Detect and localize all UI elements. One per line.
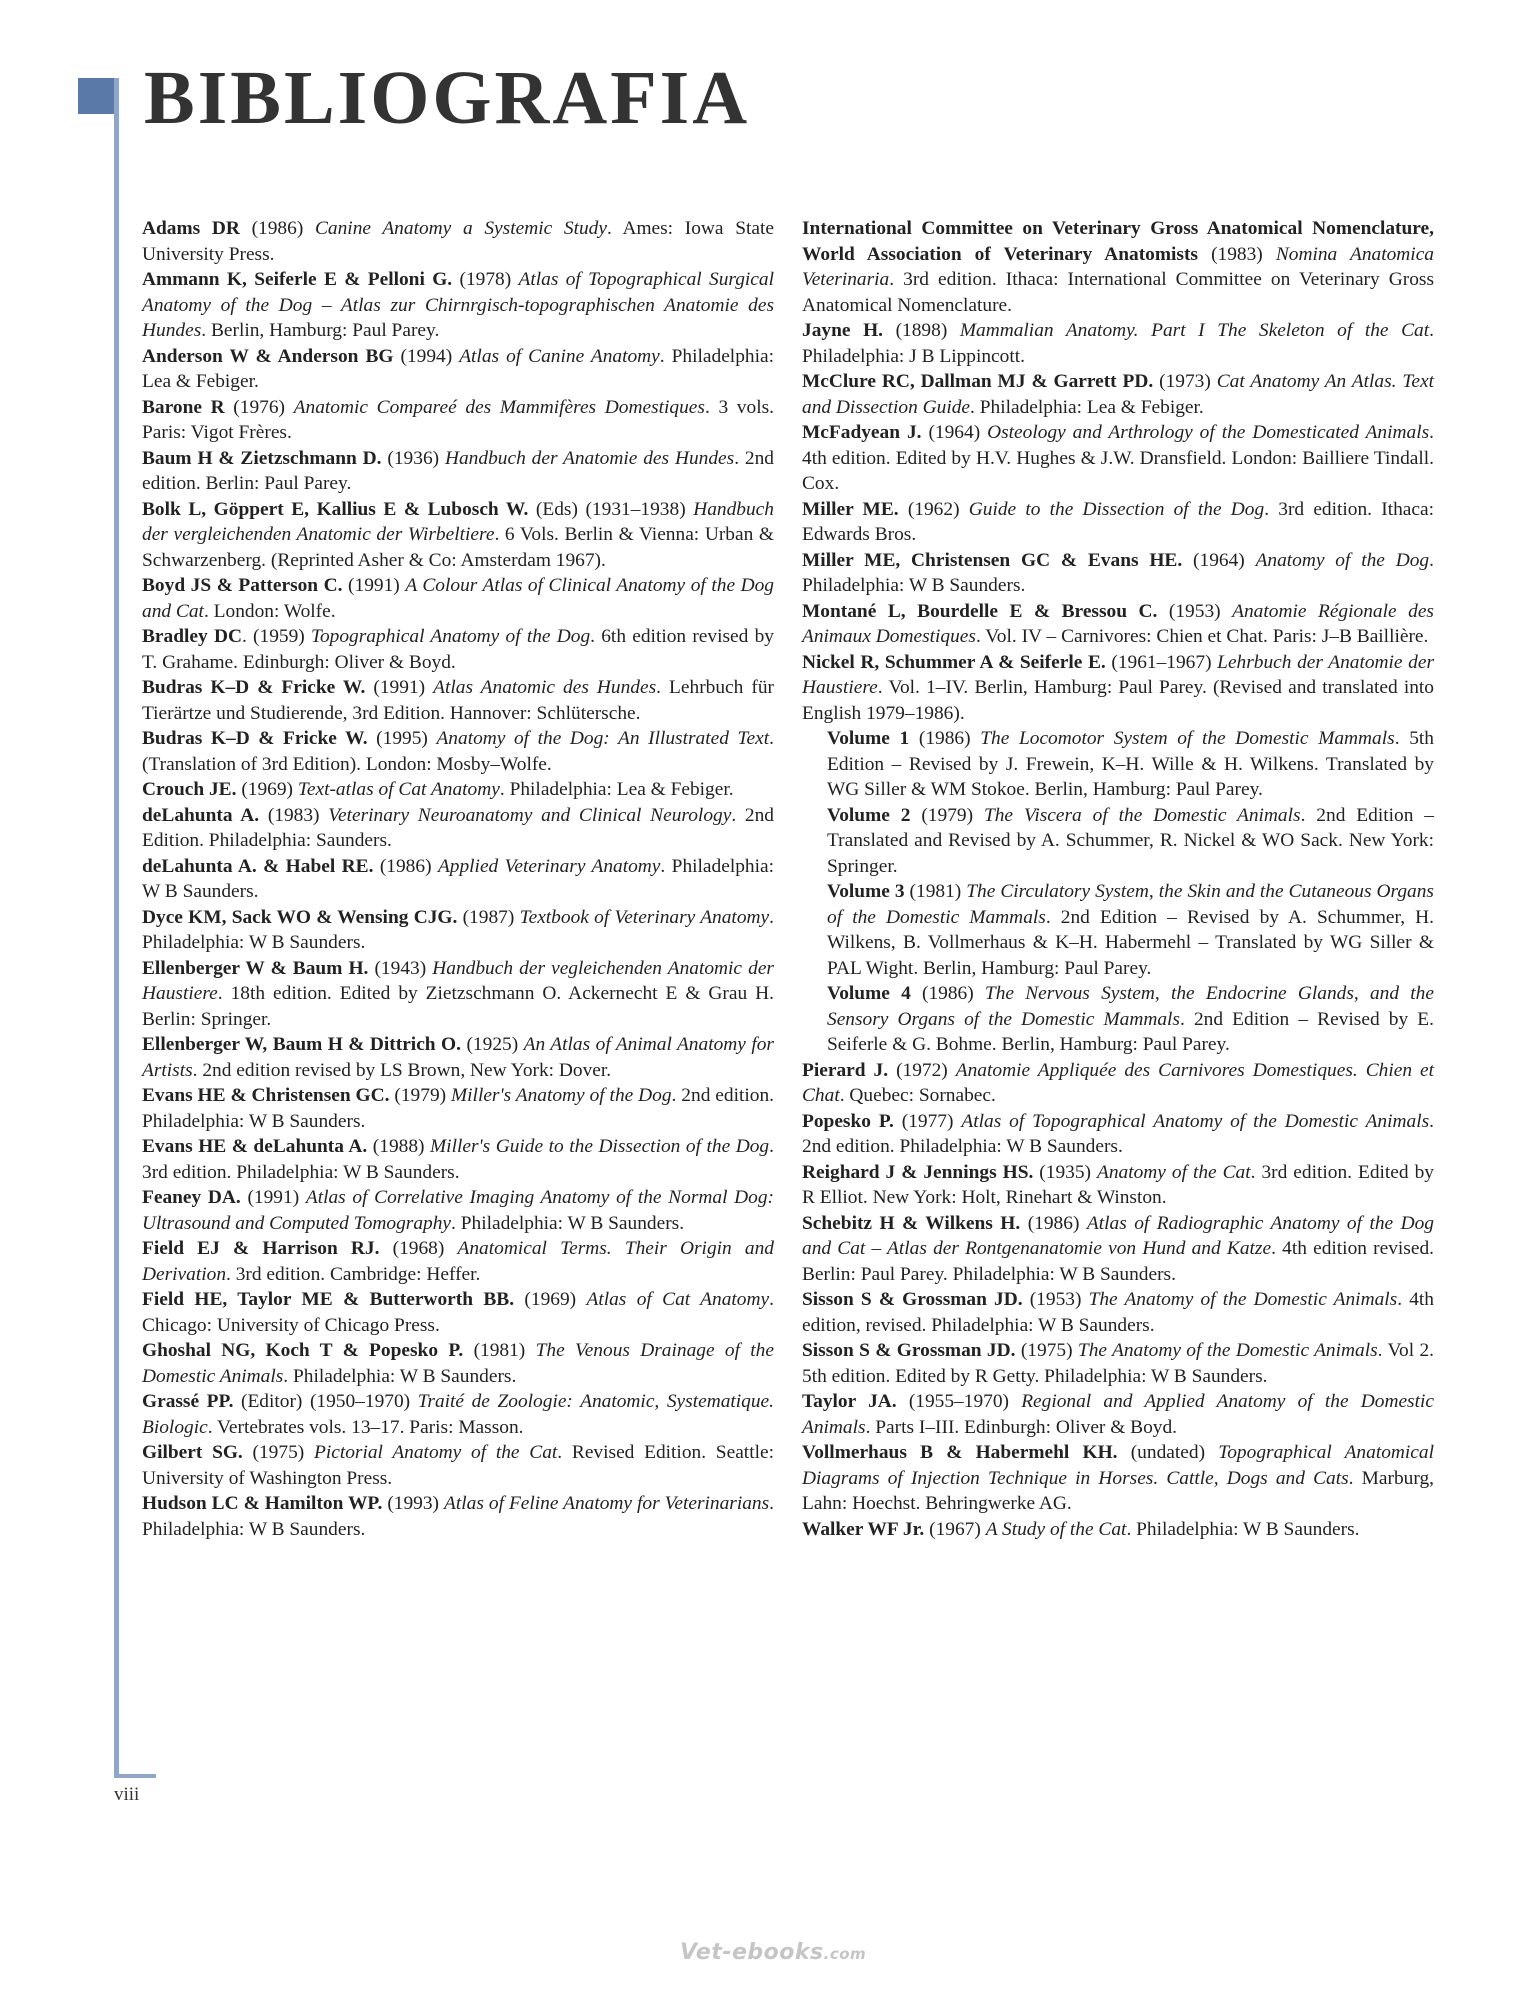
entry-title: Atlas of Correlative Imaging Anatomy of the Normal Dog: Ultrasound and Computed Tomography	[142, 1187, 774, 1234]
entry-publisher: . 3 vols. Paris: Vigot Frères.	[142, 396, 774, 443]
entry-year: (1972)	[888, 1059, 956, 1081]
entry-publisher: . 2nd Edition. Philadelphia: Saunders.	[142, 804, 774, 851]
entry-author: Walker WF Jr.	[802, 1518, 925, 1540]
entry-title: Atlas Anatomic des Hundes	[433, 677, 657, 698]
entry-publisher: . 18th edition. Edited by Zietzschmann O. Ackernecht E & Grau H. Berlin: Springer.	[142, 983, 774, 1030]
entry-author: Grassé PP.	[142, 1391, 234, 1412]
entry-publisher: . Ames: Iowa State University Press.	[142, 218, 774, 265]
entry-publisher: . Vol. 1–IV. Berlin, Hamburg: Paul Parey. (Revised and translated into English 1979–1986).	[802, 677, 1434, 724]
entry-title: Atlas of Radiographic Anatomy of the Dog and Cat – Atlas der Rontgenanatomie von Hund and Katze	[802, 1212, 1434, 1259]
entry-publisher: . Philadelphia: J B Lippincott.	[802, 320, 1434, 367]
entry-author: Evans HE & deLahunta A.	[142, 1136, 368, 1157]
entry-year: (1991)	[365, 677, 434, 698]
bibliography-entry	[142, 1236, 774, 1287]
bibliography-entry	[142, 1389, 774, 1440]
bibliography-column-left	[142, 216, 774, 1542]
entry-author: Nickel R, Schummer A & Seiferle E.	[802, 651, 1106, 673]
watermark-suffix: .com	[823, 1945, 867, 1963]
bibliography-entry	[802, 1440, 1434, 1517]
bibliography-entry	[142, 267, 774, 344]
entry-year: (1953)	[1022, 1289, 1089, 1310]
entry-publisher: . 4th edition revised. Berlin: Paul Parey. Philadelphia: W B Saunders.	[802, 1238, 1434, 1285]
entry-publisher: . Quebec: Sornabec.	[839, 1085, 996, 1106]
entry-author: Jayne H.	[802, 320, 883, 341]
bibliography-entry	[142, 1440, 774, 1491]
entry-author: Gilbert SG.	[142, 1442, 243, 1463]
entry-year: (1988)	[367, 1136, 431, 1157]
entry-title: The Venous Drainage of the Domestic Animals	[142, 1340, 774, 1387]
entry-title: Nomina Anatomica Veterinaria	[802, 243, 1434, 290]
entry-title: Anatomy of the Dog	[1255, 549, 1430, 571]
entry-title: Lehrbuch der Anatomie der Haustiere	[802, 651, 1435, 698]
entry-publisher: . Revised Edition. Seattle: University of Washington Press.	[142, 1442, 774, 1489]
entry-title: Canine Anatomy a Systemic Study	[314, 218, 607, 239]
header-accent-block	[78, 78, 118, 114]
entry-author: Sisson S & Grossman JD.	[802, 1340, 1016, 1361]
entry-year: . (1959)	[241, 626, 311, 647]
entry-publisher: . Philadelphia: Lea & Febiger.	[142, 345, 774, 392]
entry-author: McClure RC, Dallman MJ & Garrett PD.	[802, 371, 1154, 392]
entry-publisher: . 2nd edition. Philadelphia: W B Saunders.	[142, 1085, 774, 1132]
entry-title: Atlas of Topographical Surgical Anatomy of the Dog – Atlas zur Chirnrgisch-topographischen Anatomie des Hundes	[142, 269, 774, 341]
bibliography-entry	[142, 1287, 774, 1338]
entry-title: Topographical Anatomy of the Dog	[310, 626, 591, 647]
entry-author: Bolk L, Göppert E, Kallius E & Lubosch W.	[142, 498, 529, 520]
entry-author: Sisson S & Grossman JD.	[802, 1289, 1023, 1310]
entry-author: Pierard J.	[802, 1059, 889, 1081]
entry-author: Miller ME.	[802, 498, 899, 520]
bibliography-entry	[802, 420, 1434, 497]
entry-title: Applied Veterinary Anatomy	[437, 855, 661, 877]
entry-publisher: . Berlin, Hamburg: Paul Parey.	[201, 320, 440, 341]
entry-author: Field EJ & Harrison RJ.	[142, 1238, 380, 1259]
entry-title: Atlas of Cat Anatomy	[586, 1289, 770, 1310]
bibliography-entry	[142, 726, 774, 777]
entry-publisher: . Parts I–III. Edinburgh: Oliver & Boyd.	[865, 1416, 1178, 1438]
entry-year: (1993)	[382, 1493, 445, 1514]
entry-author: Miller ME, Christensen GC & Evans HE.	[802, 549, 1183, 571]
entry-year: (1976)	[224, 396, 294, 418]
entry-publisher: . 2nd Edition – Translated and Revised by A. Schummer, R. Nickel & WO Sack. New York: Springer.	[827, 804, 1434, 877]
entry-title: Anatomy of the Cat	[1096, 1161, 1251, 1183]
bibliography-entry	[802, 803, 1434, 880]
entry-publisher: . Philadelphia: W B Saunders.	[1126, 1518, 1360, 1540]
entry-author: McFadyean J.	[802, 422, 922, 443]
entry-title: The Locomotor System of the Domestic Mammals	[980, 728, 1395, 749]
watermark-logo	[680, 1940, 866, 1965]
bibliography-entry	[802, 879, 1434, 981]
bibliography-entry	[802, 1389, 1434, 1440]
entry-publisher: . 2nd edition revised by LS Brown, New York: Dover.	[192, 1059, 612, 1081]
entry-year: (1981)	[904, 881, 967, 902]
entry-year: (1969)	[514, 1289, 587, 1310]
entry-title: Handbuch der vergleichenden Anatomic der Wirbeltiere	[142, 498, 774, 545]
entry-title: Cat Anatomy An Atlas. Text and Dissection Guide	[802, 371, 1434, 418]
bibliography-entry	[142, 1083, 774, 1134]
entry-publisher: . Marburg, Lahn: Hoechst. Behringwerke AG.	[802, 1467, 1435, 1514]
entry-author: Budras K–D & Fricke W.	[142, 728, 368, 749]
entry-author: Volume 2	[827, 804, 911, 826]
entry-author: Baum H & Zietzschmann D.	[142, 447, 382, 469]
entry-title: Anatomical Terms. Their Origin and Derivation	[142, 1238, 774, 1285]
watermark-text: Vet-ebooks	[680, 1940, 824, 1965]
bibliography-entry	[142, 395, 774, 446]
entry-year: (1969)	[236, 779, 298, 800]
entry-title: Mammalian Anatomy. Part I The Skeleton of the Cat	[959, 320, 1430, 341]
entry-year: (Editor) (1950–1970)	[233, 1391, 418, 1412]
margin-rule	[114, 78, 119, 1778]
entry-publisher: . 2nd edition. Philadelphia: W B Saunders.	[802, 1110, 1434, 1157]
entry-author: Ellenberger W & Baum H.	[142, 957, 369, 979]
entry-title: Guide to the Dissection of the Dog	[968, 498, 1265, 520]
entry-year: (1979)	[910, 804, 984, 826]
entry-title: Miller's Anatomy of the Dog	[451, 1085, 672, 1106]
entry-year: (1943)	[368, 957, 433, 979]
bibliography-entry	[142, 624, 774, 675]
entry-title: The Circulatory System, the Skin and the Cutaneous Organs of the Domestic Mammals	[827, 881, 1434, 928]
entry-author: Taylor JA.	[802, 1391, 897, 1412]
entry-title: Anatomie Régionale des Animaux Domestiques	[802, 600, 1434, 647]
entry-author: Bradley DC	[142, 626, 242, 647]
entry-author: Volume 3	[827, 881, 905, 902]
entry-publisher: . 3rd edition. Ithaca: Edwards Bros.	[802, 498, 1434, 545]
entry-author: Crouch JE.	[142, 779, 237, 800]
entry-title: Anatomic Compareé des Mammifères Domestiques	[293, 396, 705, 418]
entry-title: Text-atlas of Cat Anatomy	[297, 779, 500, 800]
entry-publisher: . London: Wolfe.	[203, 600, 336, 622]
bibliography-entry	[142, 777, 774, 803]
entry-year: (1975)	[242, 1442, 314, 1463]
entry-title: Atlas of Feline Anatomy for Veterinarians	[444, 1493, 770, 1514]
entry-year: (undated)	[1117, 1442, 1219, 1463]
entry-year: (1968)	[379, 1238, 458, 1259]
entry-publisher: . 6th edition revised by T. Grahame. Edinburgh: Oliver & Boyd.	[142, 626, 774, 673]
bibliography-entry	[802, 1517, 1434, 1543]
entry-publisher: . 4th edition, revised. Philadelphia: W B Saunders.	[802, 1289, 1434, 1336]
entry-author: Popesko P.	[802, 1110, 894, 1132]
entry-publisher: . (Translation of 3rd Edition). London: Mosby–Wolfe.	[142, 728, 774, 775]
bibliography-entry	[142, 216, 774, 267]
entry-publisher: . Philadelphia: Lea & Febiger.	[970, 396, 1204, 418]
entry-year: (1975)	[1015, 1340, 1078, 1361]
entry-author: Ellenberger W, Baum H & Dittrich O.	[142, 1034, 461, 1055]
entry-publisher: . 2nd edition. Berlin: Paul Parey.	[142, 447, 774, 494]
bibliography-entry	[802, 1058, 1434, 1109]
bibliography-entry	[802, 369, 1434, 420]
entry-author: Feaney DA.	[142, 1187, 241, 1208]
bibliography-entry	[142, 1338, 774, 1389]
entry-year: (1964)	[1182, 549, 1256, 571]
bibliography-entry	[802, 650, 1434, 727]
entry-author: Schebitz H & Wilkens H.	[802, 1212, 1021, 1234]
entry-year: (1953)	[1157, 600, 1233, 622]
entry-year: (1983)	[259, 804, 329, 826]
bibliography-entry	[142, 1491, 774, 1542]
entry-author: deLahunta A.	[142, 804, 260, 826]
entry-title: Anatomie Appliquée des Carnivores Domestiques. Chien et Chat	[802, 1059, 1435, 1106]
entry-year: (1955–1970)	[896, 1391, 1022, 1412]
entry-title: An Atlas of Animal Anatomy for Artists	[142, 1034, 774, 1081]
entry-author: Boyd JS & Patterson C.	[142, 575, 343, 596]
entry-title: Veterinary Neuroanatomy and Clinical Neurology	[328, 804, 732, 826]
entry-year: (1994)	[393, 345, 460, 367]
bibliography-entry	[802, 1211, 1434, 1288]
entry-author: Volume 1	[827, 728, 910, 749]
entry-year: (1979)	[389, 1085, 452, 1106]
entry-publisher: . Philadelphia: Lea & Febiger.	[499, 779, 734, 800]
entry-author: Vollmerhaus B & Habermehl KH.	[802, 1442, 1118, 1463]
entry-year: (1936)	[381, 447, 445, 469]
bibliography-entry	[802, 981, 1434, 1058]
entry-author: Dyce KM, Sack WO & Wensing CJG.	[142, 906, 458, 928]
entry-publisher: . Philadelphia: W B Saunders.	[283, 1365, 517, 1387]
entry-title: Regional and Applied Anatomy of the Domestic Animals	[802, 1391, 1434, 1438]
entry-publisher: . 3rd edition. Edited by R Elliot. New York: Holt, Rinehart & Winston.	[802, 1161, 1434, 1208]
entry-title: Handbuch der Anatomie des Hundes	[444, 447, 735, 469]
entry-title: Miller's Guide to the Dissection of the Dog	[430, 1136, 770, 1157]
entry-publisher: . 2nd Edition – Revised by A. Schummer, H. Wilkens, B. Vollmerhaus & K–H. Habermehl – Translated by WG Siller & PAL Wight. Berlin, Hamburg: Paul Parey.	[827, 906, 1434, 979]
bibliography-entry	[142, 573, 774, 624]
entry-title: The Anatomy of the Domestic Animals	[1088, 1289, 1398, 1310]
bibliography-entry	[142, 905, 774, 956]
entry-year: (1986)	[910, 983, 985, 1004]
entry-publisher: . Lehrbuch für Tierärtze und Studierende, 3rd Edition. Hannover: Schlütersche.	[142, 677, 774, 724]
entry-publisher: . Philadelphia: W B Saunders.	[142, 906, 774, 953]
entry-year: (1935)	[1033, 1161, 1097, 1183]
entry-year: (1983)	[1197, 243, 1276, 265]
entry-publisher: . Philadelphia: W B Saunders.	[142, 855, 774, 902]
entry-year: (1986)	[1020, 1212, 1087, 1234]
entry-publisher: . Vol 2. 5th edition. Edited by R Getty. Philadelphia: W B Saunders.	[802, 1340, 1435, 1387]
entry-author: Hudson LC & Hamilton WP.	[142, 1493, 383, 1514]
entry-publisher: . 5th Edition – Revised by J. Frewein, K–H. Wille & H. Wilkens. Translated by WG Siller & WM Stokoe. Berlin, Hamburg: Paul Parey.	[827, 728, 1434, 800]
bibliography-entry	[142, 1032, 774, 1083]
entry-title: Handbuch der vegleichenden Anatomic der Haustiere	[142, 957, 774, 1004]
entry-author: Budras K–D & Fricke W.	[142, 677, 366, 698]
margin-rule-foot	[114, 1774, 156, 1778]
entry-publisher: . Chicago: University of Chicago Press.	[142, 1289, 774, 1336]
bibliography-entry	[802, 1160, 1434, 1211]
entry-author: Anderson W & Anderson BG	[142, 345, 394, 367]
entry-publisher: . 3rd edition. Philadelphia: W B Saunders.	[142, 1136, 774, 1183]
entry-author: Reighard J & Jennings HS.	[802, 1161, 1034, 1183]
page-number: viii	[114, 1784, 140, 1805]
entry-year: (1981)	[463, 1340, 536, 1361]
bibliography-entry	[142, 675, 774, 726]
entry-author: Field HE, Taylor ME & Butterworth BB.	[142, 1289, 515, 1310]
bibliography-entry	[802, 599, 1434, 650]
bibliography-entry	[802, 1287, 1434, 1338]
bibliography-entry	[802, 548, 1434, 599]
entry-publisher: . Philadelphia: W B Saunders.	[802, 549, 1434, 596]
entry-publisher: . 2nd Edition – Revised by E. Seiferle & G. Bohme. Berlin, Hamburg: Paul Parey.	[827, 1008, 1434, 1055]
entry-author: Ghoshal NG, Koch T & Popesko P.	[142, 1340, 464, 1361]
bibliography-entry	[142, 497, 774, 574]
bibliography-entry	[142, 956, 774, 1033]
bibliography-entry	[142, 1134, 774, 1185]
bibliography-entry	[142, 1185, 774, 1236]
entry-author: International Committee on Veterinary Gross Anatomical Nomenclature, World Association of Veterinary Anatomists	[802, 218, 1434, 265]
entry-year: (1986)	[239, 218, 315, 239]
entry-title: Osteology and Arthrology of the Domesticated Animals	[987, 422, 1430, 443]
entry-year: (1987)	[457, 906, 520, 928]
entry-title: Atlas of Topographical Anatomy of the Domestic Animals	[961, 1110, 1430, 1132]
entry-title: A Study of the Cat	[985, 1518, 1127, 1540]
bibliography-entry	[142, 344, 774, 395]
entry-publisher: . 6 Vols. Berlin & Vienna: Urban & Schwarzenberg. (Reprinted Asher & Co: Amsterdam 1967).	[142, 524, 774, 571]
bibliography-entry	[802, 497, 1434, 548]
entry-title: Pictorial Anatomy of the Cat	[313, 1442, 558, 1463]
entry-author: Evans HE & Christensen GC.	[142, 1085, 390, 1106]
bibliography-entry	[142, 803, 774, 854]
entry-year: (Eds) (1931–1938)	[528, 498, 694, 520]
entry-publisher: . Vol. IV – Carnivores: Chien et Chat. Paris: J–B Baillière.	[975, 626, 1429, 647]
entry-year: (1973)	[1153, 371, 1217, 392]
entry-year: (1995)	[367, 728, 437, 749]
entry-publisher: . 4th edition. Edited by H.V. Hughes & J.W. Dransfield. London: Bailliere Tindall. Cox.	[802, 422, 1434, 494]
entry-year: (1962)	[898, 498, 969, 520]
entry-year: (1991)	[342, 575, 406, 596]
entry-year: (1964)	[921, 422, 988, 443]
entry-author: deLahunta A. & Habel RE.	[142, 855, 374, 877]
bibliography-entry	[802, 1338, 1434, 1389]
entry-title: The Anatomy of the Domestic Animals	[1077, 1340, 1378, 1361]
bibliography-entry	[142, 854, 774, 905]
entry-publisher: . Philadelphia: W B Saunders.	[451, 1212, 685, 1234]
entry-year: (1898)	[883, 320, 960, 341]
entry-publisher: . 3rd edition. Ithaca: International Committee on Veterinary Gross Anatomical Nomenclature.	[802, 269, 1434, 316]
entry-year: (1986)	[909, 728, 981, 749]
entry-author: Ammann K, Seiferle E & Pelloni G.	[142, 269, 453, 290]
bibliography-entry	[802, 1109, 1434, 1160]
entry-publisher: . 3rd edition. Cambridge: Heffer.	[226, 1263, 481, 1285]
entry-year: (1967)	[924, 1518, 986, 1540]
page-title: BIBLIOGRAFIA	[144, 56, 751, 140]
entry-publisher: . Vertebrates vols. 13–17. Paris: Masson.	[207, 1416, 524, 1438]
bibliography-entry	[142, 446, 774, 497]
entry-title: Traité de Zoologie: Anatomic, Systematique. Biologic	[142, 1391, 775, 1438]
entry-title: Topographical Anatomical Diagrams of Injection Technique in Horses. Cattle, Dogs and Cats	[802, 1442, 1434, 1489]
bibliography-entry	[802, 726, 1434, 803]
entry-author: Barone R	[142, 396, 225, 418]
entry-title: The Viscera of the Domestic Animals	[983, 804, 1301, 826]
entry-title: A Colour Atlas of Clinical Anatomy of the Dog and Cat	[142, 575, 774, 622]
entry-title: The Nervous System, the Endocrine Glands, and the Sensory Organs of the Domestic Mammals	[827, 983, 1434, 1030]
entry-title: Atlas of Canine Anatomy	[459, 345, 660, 367]
bibliography-entry	[802, 318, 1434, 369]
entry-author: Volume 4	[827, 983, 911, 1004]
entry-year: (1961–1967)	[1105, 651, 1218, 673]
entry-year: (1978)	[452, 269, 519, 290]
entry-year: (1986)	[373, 855, 438, 877]
entry-author: Montané L, Bourdelle E & Bressou C.	[802, 600, 1158, 622]
entry-publisher: . Philadelphia: W B Saunders.	[142, 1493, 774, 1540]
bibliography-entry	[802, 216, 1434, 318]
entry-year: (1977)	[893, 1110, 962, 1132]
entry-title: Anatomy of the Dog: An Illustrated Text	[436, 728, 770, 749]
entry-year: (1925)	[461, 1034, 524, 1055]
bibliography-column-right	[802, 216, 1434, 1542]
entry-title: Textbook of Veterinary Anatomy	[519, 906, 770, 928]
entry-year: (1991)	[240, 1187, 306, 1208]
entry-author: Adams DR	[142, 218, 240, 239]
